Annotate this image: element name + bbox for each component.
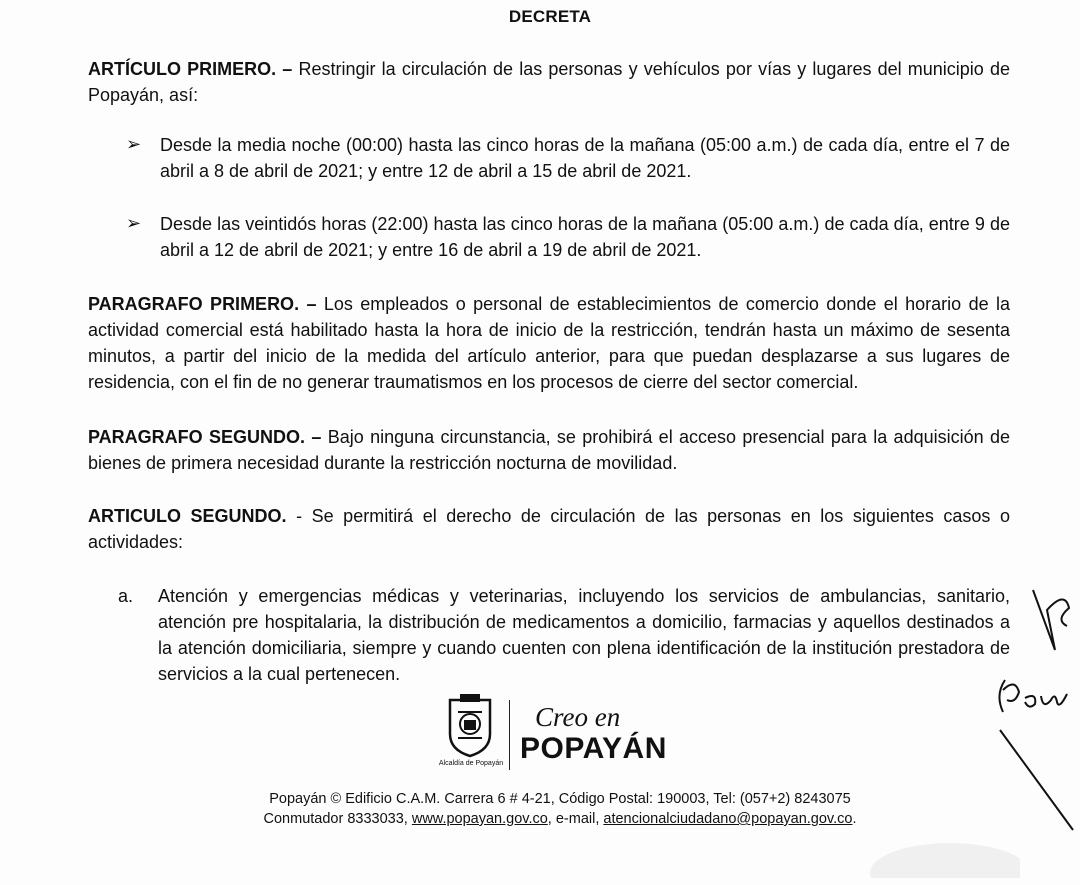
paragrafo-primero-label: PARAGRAFO PRIMERO. – xyxy=(88,294,317,314)
articulo-primero xyxy=(88,56,1010,108)
footer-phone: Conmutador 8333033, xyxy=(263,811,412,827)
list-item-letter: a. xyxy=(118,586,134,606)
signature-icon xyxy=(985,670,1080,840)
articulo-primero-label: ARTÍCULO PRIMERO. – xyxy=(88,59,293,79)
slogan-text: Creo en xyxy=(535,702,621,732)
bullet-item: Desde la media noche (00:00) hasta las cinco horas de la mañana (05:00 a.m.) de cada día, entre el 7 de abril a 8 de abril de 2021; y entre 12 de abril a 15 de abril de 2021. xyxy=(160,135,1010,181)
articulo-primero-text: Restringir la circulación de las personas y vehículos por vías y lugares del municipio de Popayán, así: xyxy=(88,59,1010,105)
footer-end: . xyxy=(852,811,857,827)
email-link[interactable]: atencionalciudadano@popayan.gov.co xyxy=(603,811,853,827)
bullet-arrow-icon: ➢ xyxy=(126,134,142,154)
website-link[interactable]: www.popayan.gov.co xyxy=(411,811,548,827)
paragrafo-segundo-label: PARAGRAFO SEGUNDO. – xyxy=(88,427,322,447)
bullet-item: Desde las veintidós horas (22:00) hasta las cinco horas de la mañana (05:00 a.m.) de cada día, entre 9 de abril a 12 de abril de 2021; y entre 16 de abril a 19 de abril de 2021. xyxy=(160,214,1010,260)
paragrafo-primero-text: Los empleados o personal de establecimientos de comercio donde el horario de la actividad comercial está habilitado hasta la hora de inicio de la restricción, tendrán hasta un máximo de sesenta minutos, a partir del inicio de la medida del artículo anterior, para que puedan desplazarse a sus lugares de residencia, con el fin de no generar traumatismos en los procesos de cierre del sector comercial. xyxy=(88,294,1011,392)
crest-caption: Alcaldía de Popayán xyxy=(438,760,504,767)
bullet-arrow-icon: ➢ xyxy=(126,213,142,233)
articulo-segundo xyxy=(88,503,1010,555)
paragrafo-segundo xyxy=(88,424,1010,476)
footer-contact xyxy=(150,808,970,830)
decree-heading: DECRETA xyxy=(508,7,592,26)
paragrafo-primero xyxy=(88,291,1010,395)
articulo-segundo-label: ARTICULO SEGUNDO. xyxy=(88,506,287,526)
list-item: Atención y emergencias médicas y veterinarias, incluyendo los servicios de ambulancias, sanitario, atención pre hospitalaria, la distribución de medicamentos a domicilio, farmacias y aquellos destinados a la atención domiciliaria, siempre y cuando cuenten con plena identificación de la institución prestadora de servicios a la cual pertenecen. xyxy=(158,586,1010,684)
articulo-segundo-text: - Se permitirá el derecho de circulación de las personas en los siguientes casos o actividades: xyxy=(88,506,1010,552)
logo-divider xyxy=(509,700,510,770)
signature-initials-icon xyxy=(1025,580,1080,660)
footer-address: Popayán © Edificio C.A.M. Carrera 6 # 4-21, Código Postal: 190003, Tel: (057+2) 8243075 xyxy=(269,791,851,807)
page-shadow xyxy=(870,818,1020,878)
brand-text: POPAYÁN xyxy=(520,732,667,765)
footer-separator: , e-mail, xyxy=(547,811,604,827)
paragrafo-segundo-text: Bajo ninguna circunstancia, se prohibirá el acceso presencial para la adquisición de bienes de primera necesidad durante la restricción nocturna de movilidad. xyxy=(88,427,1010,473)
